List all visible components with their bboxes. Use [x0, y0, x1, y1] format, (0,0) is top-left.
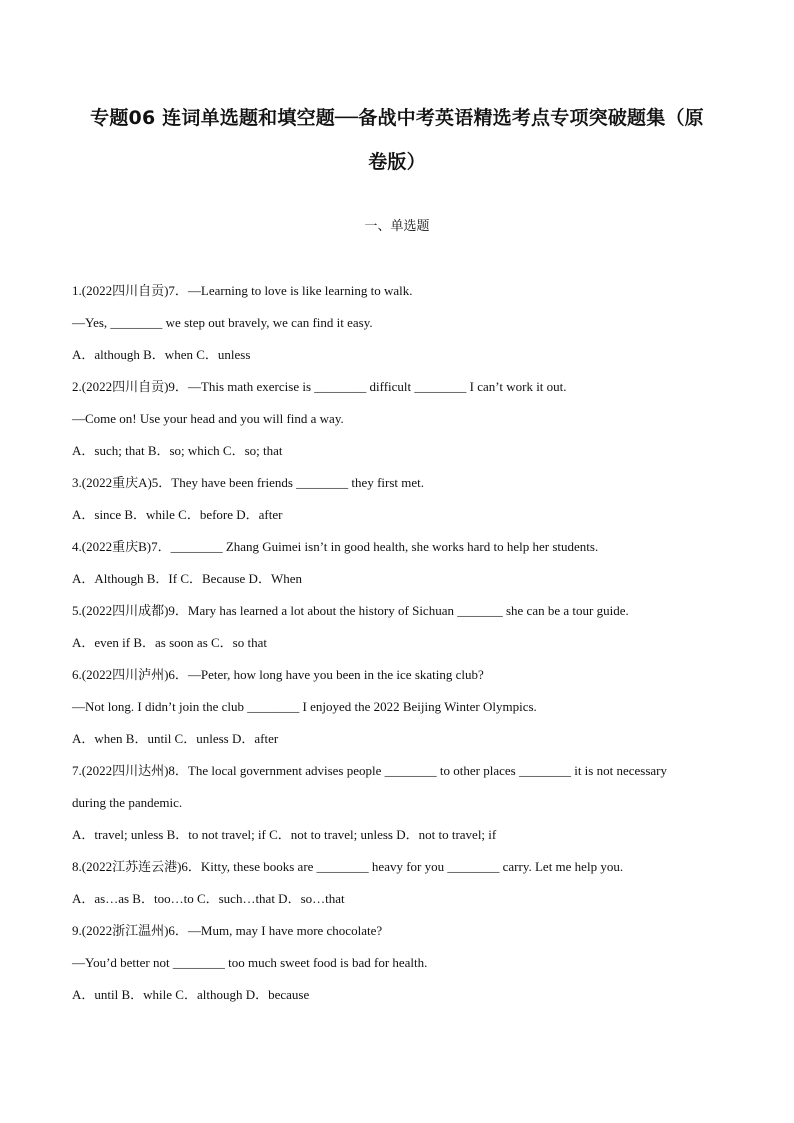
question-list: [72, 280, 734, 1016]
question-7-options: A．travel; unless B．to not travel; if C．not to travel; unless D．not to travel; if: [72, 827, 497, 842]
question-1-line-2: —Yes, ________ we step out bravely, we can find it easy.: [72, 315, 373, 330]
question-7-line-2: during the pandemic.: [72, 795, 183, 810]
question-8-options: A．as…as B．too…to C．such…that D．so…that: [72, 891, 345, 906]
question-5-options: A．even if B．as soon as C．so that: [72, 635, 267, 650]
title-line-2: 卷版）: [368, 151, 426, 173]
question-6-stem: 6.(2022四川泸州)6．—Peter, how long have you been in the ice skating club?: [72, 667, 484, 682]
title-line-1: 专题06 连词单选题和填空题──备战中考英语精选考点专项突破题集（原: [90, 107, 704, 129]
question-6-options: A．when B．until C．unless D．after: [72, 731, 279, 746]
question-4-options: A．Although B．If C．Because D．When: [72, 571, 302, 586]
question-4-stem: 4.(2022重庆B)7．________ Zhang Guimei isn’t in good health, she works hard to help her students.: [72, 539, 599, 554]
question-7-stem: 7.(2022四川达州)8．The local government advises people ________ to other places ________ it is not necessary: [72, 763, 667, 778]
section-heading: 一、单选题: [364, 219, 430, 234]
question-9-stem: 9.(2022浙江温州)6．—Mum, may I have more chocolate?: [72, 923, 383, 938]
question-3-options: A．since B．while C．before D．after: [72, 507, 283, 522]
question-6-line-2: —Not long. I didn’t join the club ________ I enjoyed the 2022 Beijing Winter Olympics.: [72, 699, 537, 714]
question-5-stem: 5.(2022四川成都)9．Mary has learned a lot about the history of Sichuan _______ she can be a tour guide.: [72, 603, 629, 618]
question-1-stem: 1.(2022四川自贡)7．—Learning to love is like learning to walk.: [72, 283, 413, 298]
question-1-options: A．although B．when C．unless: [72, 347, 251, 362]
question-2-line-2: —Come on! Use your head and you will find a way.: [72, 411, 344, 426]
question-3-stem: 3.(2022重庆A)5．They have been friends ________ they first met.: [72, 475, 425, 490]
question-2-stem: 2.(2022四川自贡)9．—This math exercise is ________ difficult ________ I can’t work it out.: [72, 379, 567, 394]
question-2-options: A．such; that B．so; which C．so; that: [72, 443, 283, 458]
question-9-line-2: —You’d better not ________ too much sweet food is bad for health.: [72, 955, 428, 970]
question-8-stem: 8.(2022江苏连云港)6．Kitty, these books are ________ heavy for you ________ carry. Let me help you.: [72, 859, 624, 874]
document-title: [60, 96, 734, 184]
question-9-options: A．until B．while C．although D．because: [72, 987, 310, 1002]
